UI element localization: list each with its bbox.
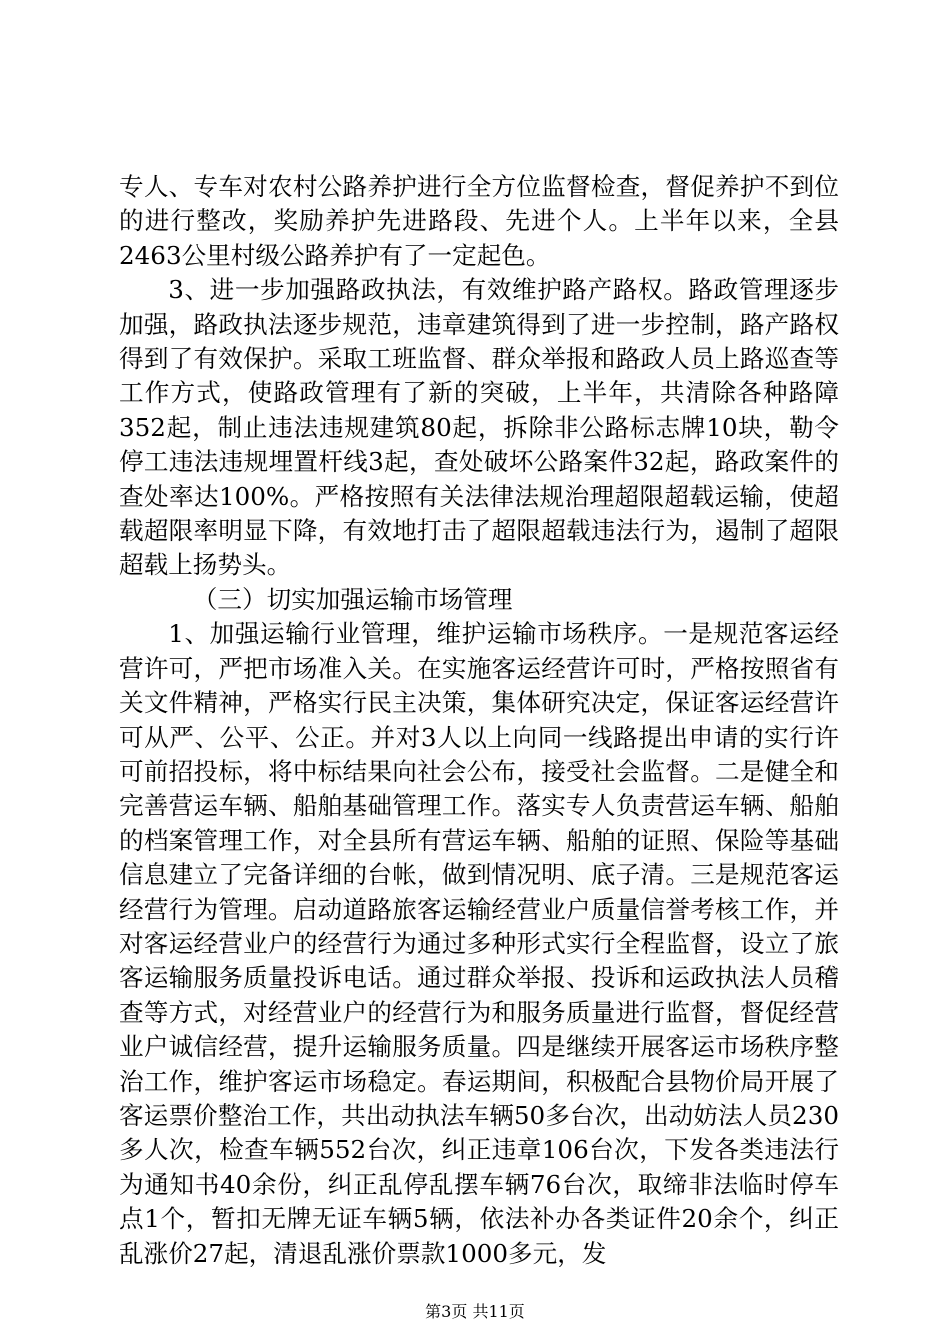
paragraph-transport-management: 1、加强运输行业管理，维护运输市场秩序。一是规范客运经营许可，严把市场准入关。在实施客运经营许可时，严格按照省有关文件精神，严格实行民主决策，集体研究决定，保证客运经营许可从严、公平、公正。并对3人以上向同一线路提出申请的实行许可前招投标，将中标结果向社会公布，接受社会监督。二是健全和完善营运车辆、船舶基础管理工作。落实专人负责营运车辆、船舶的档案管理工作，对全县所有营运车辆、船舶的证照、保险等基础信息建立了完备详细的台帐，做到情况明、底子清。三是规范客运经营行为管理。启动道路旅客运输经营业户质量信誉考核工作，并对客运经营业户的经营行为通过多种形式实行全程监督，设立了旅客运输服务质量投诉电话。通过群众举报、投诉和运政执法人员稽查等方式，对经营业户的经营行为和服务质量进行监督，督促经营业户诚信经营，提升运输服务质量。四是继续开展客运市场秩序整治工作，维护客运市场稳定。春运期间，积极配合县物价局开展了客运票价整治工作，共出动执法车辆50多台次，出动妨法人员230多人次，检查车辆552台次，纠正违章106台次，下发各类违法行为通知书40余份，纠正乱停乱摆车辆76台次，取缔非法临时停车点1个，暂扣无牌无证车辆5辆，依法补办各类证件20余个，纠正乱涨价27起，清退乱涨价票款1000多元，发 [119,619,839,1268]
paragraph-road-enforcement: 3、进一步加强路政执法，有效维护路产路权。路政管理逐步加强，路政执法逐步规范，违章建筑得到了进一步控制，路产路权得到了有效保护。采取工班监督、群众举报和路政人员上路巡查等工作方式，使路政管理有了新的突破，上半年，共清除各种路障352起，制止违法违规建筑80起，拆除非公路标志牌10块，勒令停工违法违规埋置杆线3起，查处破坏公路案件32起，路政案件的查处率达100%。严格按照有关法律法规治理超限超载运输，使超载超限率明显下降，有效地打击了超限超载违法行为，遏制了超限超载上扬势头。 [119,275,839,580]
section-heading-transport-market: （三）切实加强运输市场管理 [192,584,513,614]
document-body [119,170,839,1271]
page-number-footer: 第3页 共11页 [425,1302,525,1321]
paragraph-continued: 专人、专车对农村公路养护进行全方位监督检查，督促养护不到位的进行整改，奖励养护先进路段、先进个人。上半年以来，全县2463公里村级公路养护有了一定起色。 [119,172,839,270]
